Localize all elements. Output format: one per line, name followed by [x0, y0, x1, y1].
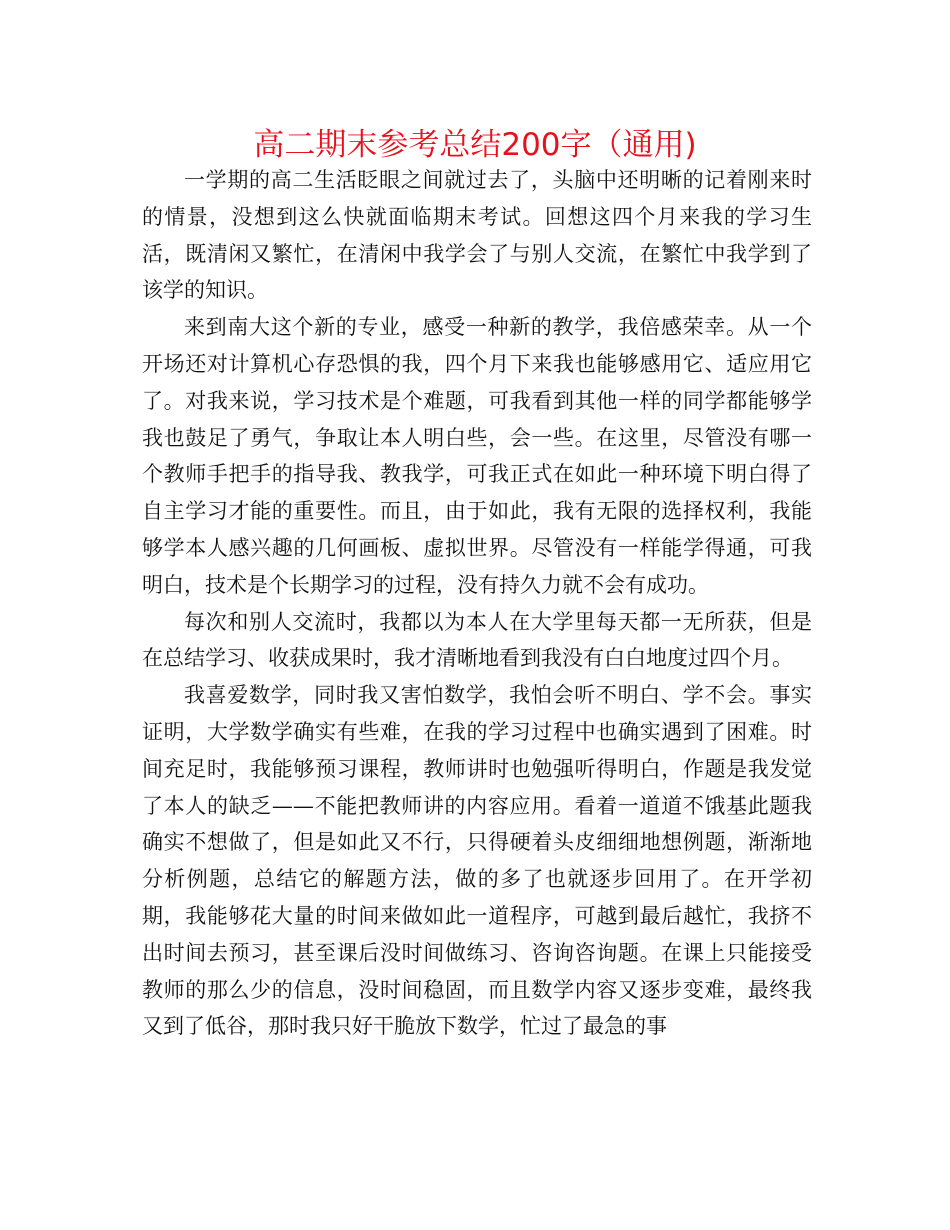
paragraph: 一学期的高二生活眨眼之间就过去了，头脑中还明晰的记着刚来时的情景，没想到这么快就面临期末考试。回想这四个月来我的学习生活，既清闲又繁忙，在清闲中我学会了与别人交流，在繁忙中我学到了该学的知识。	[142, 168, 812, 303]
paragraph: 我喜爱数学，同时我又害怕数学，我怕会听不明白、学不会。事实证明，大学数学确实有些难，在我的学习过程中也确实遇到了困难。时间充足时，我能够预习课程，教师讲时也勉强听得明白，作题是我发觉了本人的缺乏——不能把教师讲的内容应用。看着一道道不饿基此题我确实不想做了，但是如此又不行，只得硬着头皮细细地想例题，渐渐地分析例题，总结它的解题方法，做的多了也就逐步回用了。在开学初期，我能够花大量的时间来做如此一道程序，可越到最后越忙，我挤不出时间去预习，甚至课后没时间做练习、咨询咨询题。在课上只能接受教师的那么少的信息，没时间稳固，而且数学内容又逐步变难，最终我又到了低谷，那时我只好干脆放下数学，忙过了最急的事	[142, 683, 812, 1039]
document-title: 高二期末参考总结200字（通用)	[253, 127, 697, 163]
paragraph: 来到南大这个新的专业，感受一种新的教学，我倍感荣幸。从一个开场还对计算机心存恐惧的我，四个月下来我也能够感用它、适应用它了。对我来说，学习技术是个难题，可我看到其他一样的同学都能够学我也鼓足了勇气，争取让本人明白些，会一些。在这里，尽管没有哪一个教师手把手的指导我、教我学，可我正式在如此一种环境下明白得了自主学习才能的重要性。而且，由于如此，我有无限的选择权利，我能够学本人感兴趣的几何画板、虚拟世界。尽管没有一样能学得通，可我明白，技术是个长期学习的过程，没有持久力就不会有成功。	[142, 315, 812, 597]
paragraph: 每次和别人交流时，我都以为本人在大学里每天都一无所获，但是在总结学习、收获成果时，我才清晰地看到我没有白白地度过四个月。	[142, 609, 812, 671]
document-body	[142, 162, 812, 1045]
